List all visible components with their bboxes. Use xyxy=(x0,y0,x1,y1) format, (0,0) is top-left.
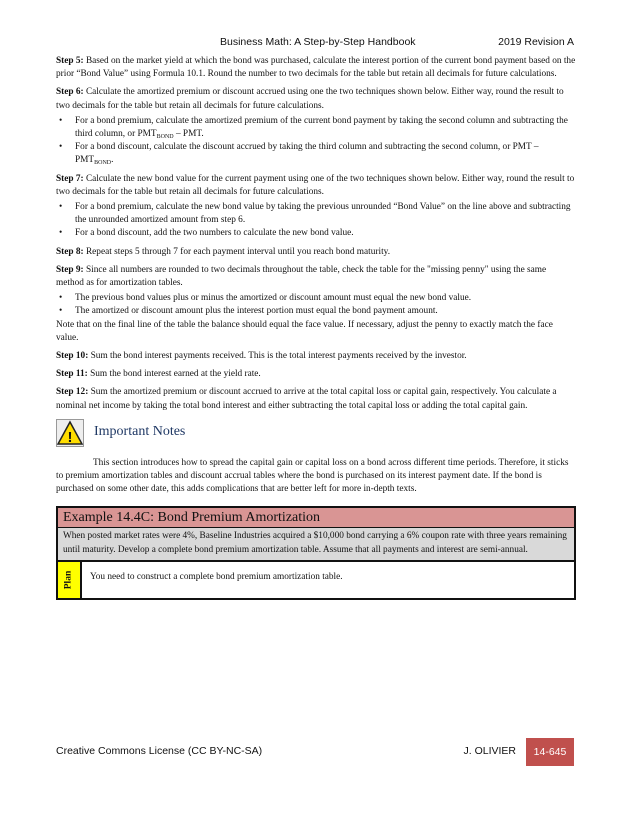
example-body: When posted market rates were 4%, Baseline Industries acquired a $10,000 bond carrying a 6% coupon rate with three years remaining until maturity. Develop a complete bond premium amortization table. Assume that all payments and interest are semi-annual. xyxy=(58,528,574,561)
step-5: Step 5: Based on the market yield at which the bond was purchased, calculate the interest portion of the current bond payment based on the prior “Bond Value” using Formula 10.1. Round the number to two decimals for the table but retain all decimals for future calculations. xyxy=(56,56,576,80)
step-9-bullets xyxy=(56,292,576,318)
step-9-note: Note that on the final line of the table the balance should equal the face value. If necessary, adjust the penny to exactly match the face value. xyxy=(56,319,553,343)
step-10: Step 10: Sum the bond interest payments received. This is the total interest payments received by the investor. xyxy=(56,351,467,362)
warning-icon xyxy=(56,419,84,447)
list-item: • For a bond premium, calculate the amortized premium of the current bond payment by taking the second column and subtracting the third column, or $PMT_{BOND}$ – PMT. xyxy=(56,115,576,141)
page-header xyxy=(220,36,574,52)
license-text: Creative Commons License (CC BY-NC-SA) xyxy=(56,745,263,757)
example-box xyxy=(56,506,576,599)
list-item: • For a bond discount, add the two numbers to calculate the new bond value. xyxy=(56,227,576,240)
svg-text:!: ! xyxy=(67,428,73,446)
notes-text: This section introduces how to spread the capital gain or capital loss on a bond across different time periods. Therefore, it sticks to premium amortization tables and discount accrual tables where the bond is purchased on its interest payment date. If the bond is purchased on some other date, this adds complications that are better left for more in-depth texts. xyxy=(56,457,569,495)
example-title: Example 14.4C: Bond Premium Amortization xyxy=(58,508,574,528)
step-12: Step 12: Sum the amortized premium or discount accrued to arrive at the total capital loss or capital gain, respectively. You calculate a nominal net income by taking the total bond interest and either subtracting the total capital loss or adding the total capital gain. xyxy=(56,387,557,411)
revision-label: 2019 Revision A xyxy=(498,36,574,48)
step-7-bullets xyxy=(56,201,576,241)
page-footer xyxy=(56,738,574,766)
step-6-bullets xyxy=(56,115,576,168)
step-8: Step 8: Repeat steps 5 through 7 for each payment interval until you reach bond maturity. xyxy=(56,246,391,257)
list-item: • The amortized or discount amount plus the interest portion must equal the bond payment amount. xyxy=(56,305,576,318)
important-notes-heading xyxy=(56,419,576,451)
book-title: Business Math: A Step-by-Step Handbook xyxy=(220,36,416,48)
plan-label: Plan xyxy=(58,562,82,598)
step-6: Step 6: Calculate the amortized premium or discount accrued using one the two techniques shown below. Either way, round the result to two decimals for the table but retain all decimals for future calculations. xyxy=(56,87,564,111)
step-11: Step 11: Sum the bond interest earned at the yield rate. xyxy=(56,369,261,380)
notes-title: Important Notes xyxy=(94,423,186,439)
page-content xyxy=(56,55,576,600)
list-item: • For a bond premium, calculate the new bond value by taking the previous unrounded “Bond Value” on the line above and subtracting the unrounded amortized amount from step 6. xyxy=(56,201,576,227)
plan-row xyxy=(58,562,574,598)
author-name: J. OLIVIER xyxy=(463,745,516,757)
page-number-badge: 14-645 xyxy=(526,738,574,766)
list-item: • For a bond discount, calculate the discount accrued by taking the third column and subtracting the second column, or PMT – $PMT_{BOND}$. xyxy=(56,141,576,167)
plan-text: You need to construct a complete bond premium amortization table. xyxy=(90,571,343,582)
step-9: Step 9: Since all numbers are rounded to two decimals throughout the table, check the table for the "missing penny" using the same method as for amortization tables. xyxy=(56,264,547,289)
step-7: Step 7: Calculate the new bond value for the current payment using one of the two techniques shown below. Either way, round the result to two decimals for the table but retain all decimals for future calculations. xyxy=(56,173,575,197)
list-item: • The previous bond values plus or minus the amortized or discount amount must equal the new bond value. xyxy=(56,292,576,305)
